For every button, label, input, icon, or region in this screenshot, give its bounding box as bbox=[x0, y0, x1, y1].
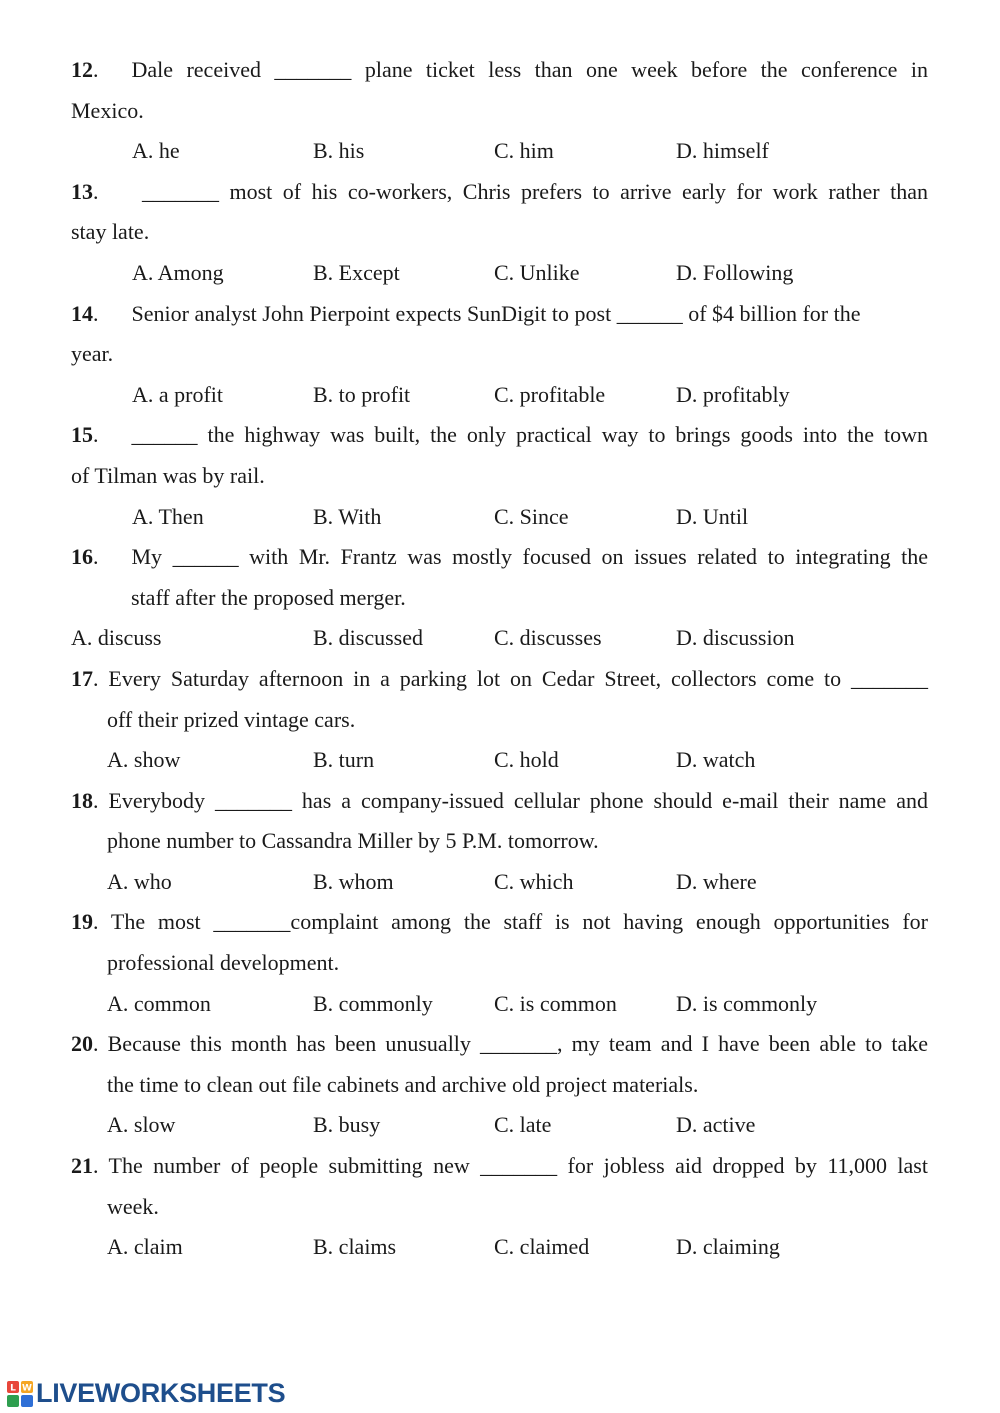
question-20 bbox=[71, 1024, 928, 1146]
question-stem: 21. The number of people submitting new _______ for jobless aid dropped by 11,000 last bbox=[71, 1153, 928, 1179]
question-13 bbox=[71, 172, 928, 294]
question-14 bbox=[71, 294, 928, 416]
option-b[interactable]: B. With bbox=[313, 503, 382, 529]
question-stem: 13. _______ most of his co-workers, Chris prefers to arrive early for work rather than bbox=[71, 178, 928, 204]
option-b[interactable]: B. whom bbox=[313, 868, 394, 894]
stem-continuation: stay late. bbox=[71, 219, 150, 245]
answer-options bbox=[71, 740, 928, 781]
option-c[interactable]: C. hold bbox=[494, 747, 559, 773]
question-21 bbox=[71, 1146, 928, 1268]
stem-continuation: off their prized vintage cars. bbox=[107, 706, 356, 732]
stem-text: Every Saturday afternoon in a parking lot on Cedar Street, collectors come to _______ bbox=[108, 665, 929, 691]
option-b[interactable]: B. turn bbox=[313, 747, 375, 773]
stem-text: Everybody _______ has a company-issued cellular phone should e-mail their name and bbox=[108, 787, 928, 813]
question-stem: 18. Everybody _______ has a company-issued cellular phone should e-mail their name and bbox=[71, 787, 928, 813]
option-a[interactable]: A. claim bbox=[107, 1234, 183, 1260]
stem-text: The most _______complaint among the staff is not having enough opportunities for bbox=[110, 909, 928, 935]
option-b[interactable]: B. Except bbox=[313, 259, 400, 285]
stem-text: ______ the highway was built, the only practical way to brings goods into the town bbox=[131, 422, 928, 448]
question-stem: 14. Senior analyst John Pierpoint expects SunDigit to post ______ of $4 billion for the bbox=[71, 300, 861, 326]
question-number: 12 bbox=[71, 57, 93, 82]
option-d[interactable]: D. Following bbox=[676, 259, 794, 285]
question-list bbox=[71, 50, 928, 1268]
option-c[interactable]: C. Since bbox=[494, 503, 569, 529]
stem-text: _______ most of his co-workers, Chris prefers to arrive early for work rather than bbox=[131, 178, 928, 204]
question-number: 13 bbox=[71, 178, 93, 204]
option-a[interactable]: A. Among bbox=[132, 259, 224, 285]
option-c[interactable]: C. claimed bbox=[494, 1234, 590, 1260]
liveworksheets-logo-icon bbox=[6, 1380, 34, 1408]
question-19 bbox=[71, 902, 928, 1024]
question-stem: 17. Every Saturday afternoon in a parking lot on Cedar Street, collectors come to _______ bbox=[71, 665, 929, 691]
option-d[interactable]: D. active bbox=[676, 1112, 756, 1138]
option-b[interactable]: B. discussed bbox=[313, 625, 423, 651]
option-c[interactable]: C. is common bbox=[494, 990, 617, 1016]
option-d[interactable]: D. Until bbox=[676, 503, 749, 529]
option-c[interactable]: C. him bbox=[494, 138, 554, 164]
option-a[interactable]: A. slow bbox=[107, 1112, 176, 1138]
stem-text: Dale received _______ plane ticket less than one week before the conference in bbox=[131, 57, 928, 82]
option-d[interactable]: D. is commonly bbox=[676, 990, 818, 1016]
svg-text:W: W bbox=[22, 1383, 32, 1393]
question-stem: 16. My ______ with Mr. Frantz was mostly focused on issues related to integrating the bbox=[71, 544, 928, 570]
question-18 bbox=[71, 781, 928, 903]
question-17 bbox=[71, 659, 928, 781]
option-b[interactable]: B. busy bbox=[313, 1112, 381, 1138]
liveworksheets-logo[interactable] bbox=[6, 1378, 285, 1409]
question-number: 21 bbox=[71, 1153, 93, 1179]
option-a[interactable]: A. he bbox=[132, 138, 180, 164]
option-a[interactable]: A. a profit bbox=[132, 381, 224, 407]
option-d[interactable]: D. where bbox=[676, 868, 757, 894]
option-d[interactable]: D. profitably bbox=[676, 381, 790, 407]
stem-text: The number of people submitting new _______ for jobless aid dropped by 11,000 last bbox=[108, 1153, 928, 1179]
option-d[interactable]: D. claiming bbox=[676, 1234, 780, 1260]
stem-continuation: the time to clean out file cabinets and archive old project materials. bbox=[107, 1071, 699, 1097]
question-number: 16 bbox=[71, 544, 93, 570]
answer-options bbox=[71, 375, 928, 416]
answer-options bbox=[71, 253, 928, 294]
stem-text: Because this month has been unusually _______, my team and I have been able to take bbox=[107, 1031, 929, 1057]
question-number: 18 bbox=[71, 787, 93, 813]
option-b[interactable]: B. commonly bbox=[313, 990, 433, 1016]
option-c[interactable]: C. which bbox=[494, 868, 574, 894]
option-a[interactable]: A. who bbox=[107, 868, 172, 894]
option-a[interactable]: A. Then bbox=[132, 503, 204, 529]
svg-text:L: L bbox=[10, 1383, 16, 1393]
stem-continuation: week. bbox=[107, 1193, 159, 1219]
question-stem: 12. Dale received _______ plane ticket less than one week before the conference in bbox=[71, 57, 928, 82]
question-number: 14 bbox=[71, 300, 93, 326]
question-number: 15 bbox=[71, 422, 93, 448]
answer-options bbox=[71, 131, 928, 172]
stem-text: My ______ with Mr. Frantz was mostly focused on issues related to integrating the bbox=[131, 544, 928, 570]
answer-options bbox=[71, 1105, 928, 1146]
question-stem: 19. The most _______complaint among the staff is not having enough opportunities for bbox=[71, 909, 928, 935]
question-number: 17 bbox=[71, 665, 93, 691]
question-stem: 20. Because this month has been unusually _______, my team and I have been able to take bbox=[71, 1031, 929, 1057]
stem-continuation: professional development. bbox=[107, 950, 340, 976]
option-a[interactable]: A. discuss bbox=[71, 625, 162, 651]
option-d[interactable]: D. himself bbox=[676, 138, 769, 164]
answer-options bbox=[71, 497, 928, 538]
option-c[interactable]: C. discusses bbox=[494, 625, 602, 651]
question-12 bbox=[71, 50, 928, 172]
option-b[interactable]: B. claims bbox=[313, 1234, 397, 1260]
option-a[interactable]: A. show bbox=[107, 747, 181, 773]
option-c[interactable]: C. profitable bbox=[494, 381, 606, 407]
brand-name: LIVEWORKSHEETS bbox=[36, 1378, 286, 1408]
question-15 bbox=[71, 415, 928, 537]
answer-options bbox=[71, 618, 928, 659]
option-b[interactable]: B. to profit bbox=[313, 381, 411, 407]
option-d[interactable]: D. discussion bbox=[676, 625, 795, 651]
question-stem: 15. ______ the highway was built, the only practical way to brings goods into the town bbox=[71, 422, 928, 448]
answer-options bbox=[71, 1227, 928, 1268]
question-16 bbox=[71, 537, 928, 659]
stem-continuation: phone number to Cassandra Miller by 5 P.M. tomorrow. bbox=[107, 828, 599, 854]
option-b[interactable]: B. his bbox=[313, 138, 365, 164]
option-c[interactable]: C. Unlike bbox=[494, 259, 580, 285]
option-a[interactable]: A. common bbox=[107, 990, 211, 1016]
question-number: 20 bbox=[71, 1031, 93, 1057]
answer-options bbox=[71, 984, 928, 1025]
option-c[interactable]: C. late bbox=[494, 1112, 552, 1138]
stem-continuation: year. bbox=[71, 341, 114, 367]
question-number: 19 bbox=[71, 909, 93, 935]
stem-text: Senior analyst John Pierpoint expects SunDigit to post ______ of $4 billion for the bbox=[131, 300, 861, 326]
option-d[interactable]: D. watch bbox=[676, 747, 756, 773]
answer-options bbox=[71, 862, 928, 903]
stem-continuation: staff after the proposed merger. bbox=[131, 584, 406, 610]
stem-continuation: Mexico. bbox=[71, 97, 144, 123]
stem-continuation: of Tilman was by rail. bbox=[71, 462, 265, 488]
